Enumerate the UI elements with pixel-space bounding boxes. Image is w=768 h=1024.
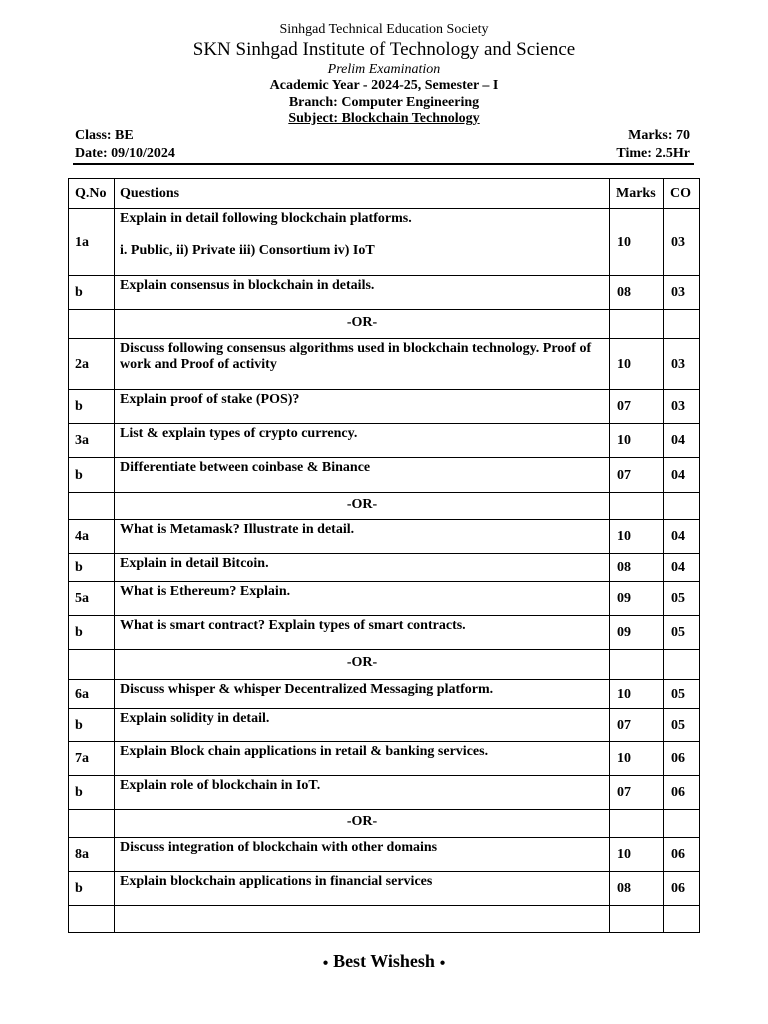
marks-value: 09 <box>617 625 631 640</box>
question-text: What is Metamask? Illustrate in detail. <box>120 522 355 537</box>
row-divider <box>69 615 699 616</box>
question-text: Differentiate between coinbase & Binance <box>120 460 371 475</box>
row-divider <box>69 837 699 838</box>
best-wishes <box>0 951 768 972</box>
question-text: Explain consensus in blockchain in details. <box>120 278 375 293</box>
marks-value: 07 <box>617 717 631 733</box>
question-text: Discuss whisper & whisper Decentralized Messaging platform. <box>120 682 494 697</box>
question-table <box>68 178 700 933</box>
question-text: Explain role of blockchain in IoT. <box>120 778 321 793</box>
marks-label: Marks: 70 <box>628 128 690 143</box>
marks-value: 10 <box>617 234 631 250</box>
row-divider <box>69 649 699 650</box>
marks-value: 10 <box>617 686 631 702</box>
row-divider <box>69 905 699 906</box>
header-questions: Questions <box>120 186 180 201</box>
co-value: 05 <box>671 625 685 640</box>
question-number: 1a <box>75 234 89 250</box>
co-value: 03 <box>671 399 685 414</box>
marks-value: 07 <box>617 399 631 414</box>
row-divider <box>69 775 699 776</box>
co-value: 04 <box>671 560 685 575</box>
row-divider <box>69 275 699 276</box>
question-text: i. Public, ii) Private iii) Consortium iv) IoT <box>120 243 375 258</box>
header-qno: Q.No <box>75 186 107 201</box>
society-name: Sinhgad Technical Education Society <box>279 22 489 37</box>
best-wishes-text: Best Wishesh <box>333 951 435 971</box>
co-value: 04 <box>671 467 685 483</box>
question-text: What is Ethereum? Explain. <box>120 584 291 599</box>
exam-name: Prelim Examination <box>327 62 441 77</box>
bullet-icon: ● <box>322 957 329 969</box>
row-divider <box>69 708 699 709</box>
question-number: b <box>75 285 83 300</box>
marks-value: 08 <box>617 285 631 300</box>
question-number: 8a <box>75 847 89 862</box>
question-text: List & explain types of crypto currency. <box>120 426 358 441</box>
branch: Branch: Computer Engineering <box>288 95 480 110</box>
marks-value: 10 <box>617 433 631 448</box>
question-number: 7a <box>75 751 89 766</box>
or-separator: -OR- <box>346 314 378 330</box>
or-separator: -OR- <box>346 814 378 829</box>
question-text: Discuss integration of blockchain with other domains <box>120 840 438 855</box>
co-value: 04 <box>671 433 685 448</box>
marks-value: 07 <box>617 467 631 483</box>
question-text: Explain blockchain applications in financial services <box>120 874 433 889</box>
question-text: Explain in detail Bitcoin. <box>120 556 269 571</box>
question-number: 6a <box>75 686 89 702</box>
row-divider <box>69 457 699 458</box>
question-number: b <box>75 399 83 414</box>
co-value: 05 <box>671 591 685 606</box>
question-number: 5a <box>75 591 89 606</box>
question-text: What is smart contract? Explain types of smart contracts. <box>120 618 466 633</box>
row-divider <box>69 492 699 493</box>
co-value: 05 <box>671 717 685 733</box>
row-divider <box>69 679 699 680</box>
academic-year: Academic Year - 2024-25, Semester – I <box>269 78 499 93</box>
bullet-icon: ● <box>439 957 446 969</box>
or-separator: -OR- <box>346 496 378 512</box>
question-number: 4a <box>75 529 89 544</box>
co-value: 03 <box>671 285 685 300</box>
question-number: 2a <box>75 356 89 372</box>
row-divider <box>69 338 699 339</box>
marks-value: 10 <box>617 529 631 544</box>
marks-value: 07 <box>617 785 631 800</box>
question-number: b <box>75 560 83 575</box>
row-divider <box>69 809 699 810</box>
co-value: 04 <box>671 529 685 544</box>
question-number: b <box>75 625 83 640</box>
question-text: Explain Block chain applications in retail & banking services. <box>120 744 489 759</box>
co-value: 06 <box>671 847 685 862</box>
header-marks: Marks <box>616 186 656 201</box>
question-number: b <box>75 785 83 800</box>
row-divider <box>69 581 699 582</box>
header-co: CO <box>670 186 691 201</box>
row-divider <box>69 309 699 310</box>
row-divider <box>69 423 699 424</box>
question-text: Explain proof of stake (POS)? <box>120 392 300 407</box>
time-label: Time: 2.5Hr <box>616 146 690 161</box>
marks-value: 09 <box>617 591 631 606</box>
marks-value: 08 <box>617 881 631 896</box>
question-text: work and Proof of activity <box>120 357 277 372</box>
question-number: b <box>75 881 83 896</box>
class-label: Class: BE <box>75 128 134 143</box>
co-value: 05 <box>671 686 685 702</box>
header-rule <box>73 163 694 165</box>
question-text: Explain solidity in detail. <box>120 711 270 726</box>
co-value: 03 <box>671 356 685 372</box>
question-number: b <box>75 717 83 733</box>
col-divider <box>609 179 610 932</box>
marks-value: 10 <box>617 356 631 372</box>
marks-value: 10 <box>617 751 631 766</box>
row-divider <box>69 389 699 390</box>
question-text: Discuss following consensus algorithms used in blockchain technology. Proof of <box>120 341 592 356</box>
co-value: 06 <box>671 881 685 896</box>
co-value: 03 <box>671 234 685 250</box>
or-separator: -OR- <box>346 655 378 670</box>
marks-value: 08 <box>617 560 631 575</box>
institute-name: SKN Sinhgad Institute of Technology and Science <box>192 39 576 60</box>
marks-value: 10 <box>617 847 631 862</box>
question-number: 3a <box>75 433 89 448</box>
row-divider <box>69 553 699 554</box>
row-divider <box>69 871 699 872</box>
date-label: Date: 09/10/2024 <box>75 146 175 161</box>
co-value: 06 <box>671 751 685 766</box>
subject: Subject: Blockchain Technology <box>288 111 480 126</box>
row-divider <box>69 519 699 520</box>
question-text: Explain in detail following blockchain platforms. <box>120 211 412 226</box>
question-number: b <box>75 467 83 483</box>
row-divider <box>69 208 699 209</box>
row-divider <box>69 741 699 742</box>
col-divider <box>663 179 664 932</box>
co-value: 06 <box>671 785 685 800</box>
